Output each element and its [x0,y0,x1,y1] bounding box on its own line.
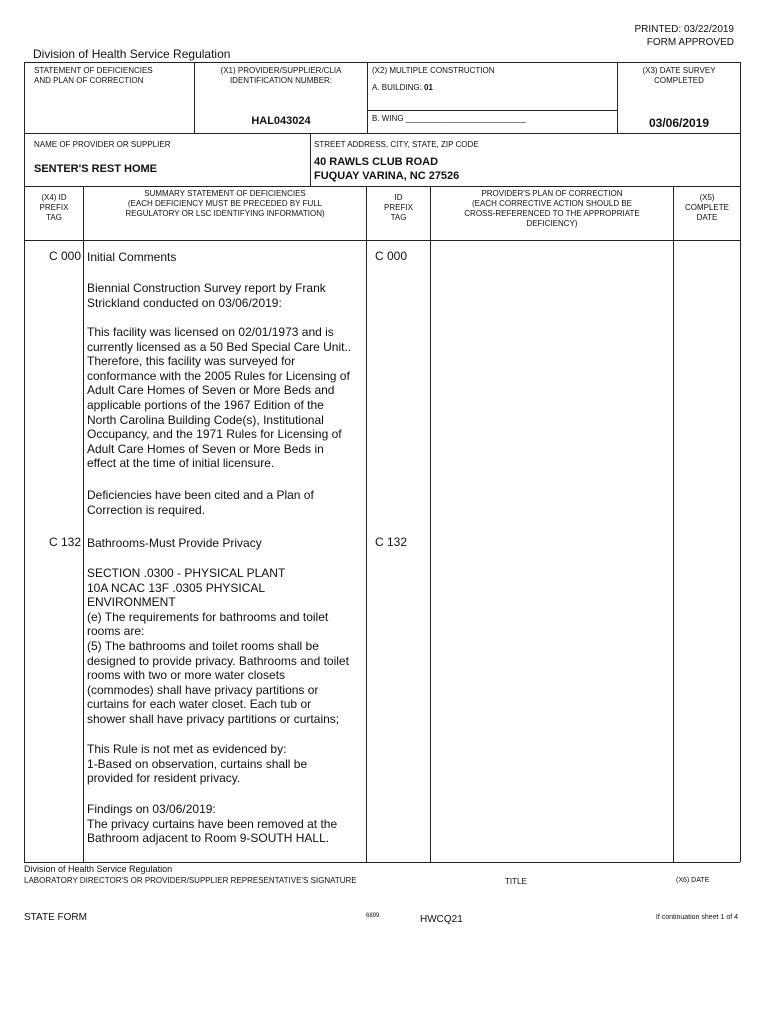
c132-title: Bathrooms-Must Provide Privacy [87,536,262,550]
c000-paragraph-2: This facility was licensed on 02/01/1973 and is currently licensed as a 50 Bed Special Care Unit.. Therefore, this facility was surveyed for conformance with the 2005 Rules for Licensing of Adult Care Homes of Seven or More Beds and applicable portions of the 1967 Edition of the North Carolina Building Code(s), Institutional Occupancy, and the 1971 Rules for Licensing of Adult Care Homes of Seven or More Beds in effect at the time of initial licensure. [87,325,352,471]
c000-paragraph-3: Deficiencies have been cited and a Plan of Correction is required. [87,488,314,517]
address-line2: FUQUAY VARINA, NC 27526 [314,170,460,182]
c132-paragraph-3: Findings on 03/06/2019: The privacy curtains have been removed at the Bathroom adjacent to Room 9-SOUTH HALL. [87,802,338,846]
title-label: TITLE [505,877,527,886]
x6-date-label: (X6) DATE [676,877,710,884]
statement-label: STATEMENT OF DEFICIENCIES AND PLAN OF CORRECTION [34,66,153,85]
c132-paragraph-2: This Rule is not met as evidenced by: 1-Based on observation, curtains shall be provided for resident privacy. [87,742,308,786]
footer-agency: Division of Health Service Regulation [24,864,173,874]
col-x5-header: (X5) COMPLETE DATE [684,193,729,222]
building-field [372,83,433,93]
address-line1: 40 RAWLS CLUB ROAD [314,156,439,168]
signature-label: LABORATORY DIRECTOR'S OR PROVIDER/SUPPLIER REPRESENTATIVE'S SIGNATURE [24,876,357,885]
col-plan-header: PROVIDER'S PLAN OF CORRECTION (EACH CORRECTIVE ACTION SHOULD BE CROSS-REFERENCED TO THE APPROPRIATE DEFICIENCY) [464,189,640,228]
wing-label: B. WING ___________________________ [372,114,526,123]
x3-label: (X3) DATE SURVEY COMPLETED [642,66,716,85]
c000-title: Initial Comments [87,250,177,264]
state-form-label: STATE FORM [24,912,87,923]
col-x4-header: (X4) ID PREFIX TAG [39,193,69,222]
agency-title: Division of Health Service Regulation [33,47,231,61]
form-approved: FORM APPROVED [646,37,734,48]
provider-value: SENTER'S REST HOME [34,163,158,175]
c132-paragraph-1: SECTION .0300 - PHYSICAL PLANT 10A NCAC 13F .0305 PHYSICAL ENVIRONMENT (e) The requirements for bathrooms and toilet rooms are: (5) The bathrooms and toilet rooms shall be designed to provide privacy. Bathrooms and toilet rooms with two or more water closets (commodes) shall have privacy partitions or curtains for each water closet. Each tub or shower shall have privacy partitions or curtains; [87,566,349,726]
printed-date: PRINTED: 03/22/2019 [634,24,734,35]
continuation-sheet: If continuation sheet 1 of 4 [655,914,738,921]
c000-id-tag: C 000 [375,249,408,263]
form-number: 6899 [366,913,380,919]
address-label: STREET ADDRESS, CITY, STATE, ZIP CODE [314,140,479,149]
provider-label: NAME OF PROVIDER OR SUPPLIER [34,140,171,149]
event-id: HWCQ21 [420,914,463,925]
col-summary-header: SUMMARY STATEMENT OF DEFICIENCIES (EACH DEFICIENCY MUST BE PRECEDED BY FULL REGULATORY OR LSC IDENTIFYING INFORMATION) [125,189,325,218]
c000-paragraph-1: Biennial Construction Survey report by Frank Strickland conducted on 03/06/2019: [87,281,326,310]
c132-prefix-tag: C 132 [48,535,81,549]
c000-prefix-tag: C 000 [48,249,81,263]
col-id-header: ID PREFIX TAG [384,193,413,222]
x1-value: HAL043024 [251,115,311,127]
x3-value: 03/06/2019 [648,116,710,130]
building-label: A. BUILDING: [372,83,422,92]
c132-id-tag: C 132 [375,535,408,549]
building-value: 01 [424,83,433,92]
x2-label: (X2) MULTIPLE CONSTRUCTION [372,66,495,75]
x1-label: (X1) PROVIDER/SUPPLIER/CLIA IDENTIFICATION NUMBER: [220,66,342,85]
